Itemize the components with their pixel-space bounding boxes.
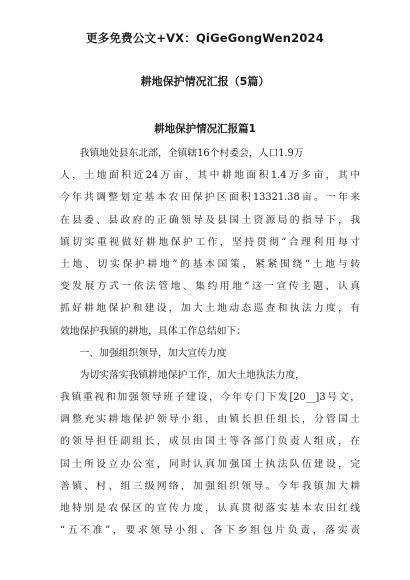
section-title: 耕地保护情况汇报篇1 — [154, 123, 256, 135]
paragraph-line: 土地、切实保护耕地”的基本国策，紧紧围绕“土地与转 — [60, 258, 360, 270]
paragraph-line: 的领导担任副组长，成员由国土等各部门负责人组成，在 — [60, 436, 360, 448]
paragraph-line: 人，土地面积近24万亩，其中耕地面积1.4万多亩，其中 — [60, 170, 360, 182]
paragraph-line: 在县委、县政府的正确领导及县国土资源局的指导下，我 — [60, 214, 360, 226]
body-text — [60, 143, 360, 542]
paragraph-line: 变发展方式一依法管地、集约用地”这一宣传主题，认真 — [60, 281, 360, 293]
document-title: 耕地保护情况汇报（5篇） — [140, 75, 270, 88]
section-heading: 一、加强组织领导，加大宣传力度 — [60, 347, 227, 359]
paragraph-line: “五不准”，要求领导小组、各下乡组包片负责，落实责 — [60, 525, 360, 537]
paragraph-line: 镇切实重视做好耕地保护工作，坚持贯彻“合理利用每寸 — [60, 236, 360, 248]
paragraph-line: 我镇重视和加强领导班子建设，今年专门下发[20__]3号文， — [60, 392, 360, 404]
paragraph-line: 我镇地处县东北部，全镇辖16个村委会，人口1.9万 — [60, 148, 304, 159]
paragraph-line: 效地保护我镇的耕地，具体工作总结如下： — [60, 325, 247, 337]
paragraph-line: 为切实落实我镇耕地保护工作，加大土地执法力度， — [60, 369, 305, 381]
paragraph-line: 抓好耕地保护和建设，加大土地动态巡查和执法力度，有 — [60, 303, 360, 315]
paragraph-line: 调整充实耕地保护领导小组，由镇长担任组长，分管国土 — [60, 414, 360, 426]
paragraph-line: 地特别是农保区的宣传力度，认真贯彻落实基本农田红线 — [60, 503, 360, 514]
watermark-text: 更多免费公文+VX：QiGeGongWen2024 — [86, 31, 324, 45]
paragraph-line: 善镇、村、组三级网络，加强组织领导。今年我镇加大耕 — [60, 480, 360, 492]
paragraph-line: 今年共调整划定基本农田保护区面积13321.38亩。一年来 — [60, 192, 360, 204]
paragraph-line: 国土所设立办公室，同时认真加强国土执法队伍建设，完 — [60, 458, 360, 470]
